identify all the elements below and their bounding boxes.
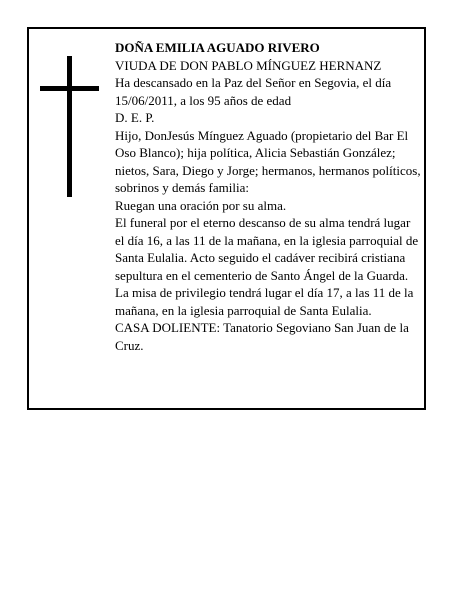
casa-doliente: CASA DOLIENTE: Tanatorio Segoviano San Juan de la Cruz. — [115, 320, 409, 353]
cross-vertical-bar — [67, 56, 72, 197]
cross-horizontal-bar — [40, 86, 99, 91]
obituary-notice — [27, 27, 426, 410]
prayer-request: Ruegan una oración por su alma. — [115, 197, 287, 213]
rip-line: D. E. P. — [115, 110, 155, 125]
funeral-paragraph: El funeral por el eterno descanso de su alma tendrá lugar el día 16, a las 11 de la mañana, en la iglesia parroquial de Santa Eulalia. Acto seguido el cadáver recibirá cristiana sepultura en el cementerio de Santo Ángel de la Guarda. La misa de privilegio tendrá lugar el día 17, a las 11 de la mañana, en la iglesia parroquial de Santa Eulalia. — [115, 215, 419, 318]
death-statement: Ha descansado en la Paz del Señor en Segovia, el día 15/06/2011, a los 95 años de edad — [115, 75, 392, 108]
deceased-name: DOÑA EMILIA AGUADO RIVERO — [115, 40, 320, 55]
family-paragraph: Hijo, DonJesús Mínguez Aguado (propietario del Bar El Oso Blanco); hija política, Alicia Sebastián González; nietos, Sara, Diego y Jorge; hermanos, hermanos políticos, sobrinos y demás familia: — [115, 127, 421, 195]
notice-text — [115, 39, 421, 354]
widow-of-line: VIUDA DE DON PABLO MÍNGUEZ HERNANZ — [115, 57, 382, 73]
